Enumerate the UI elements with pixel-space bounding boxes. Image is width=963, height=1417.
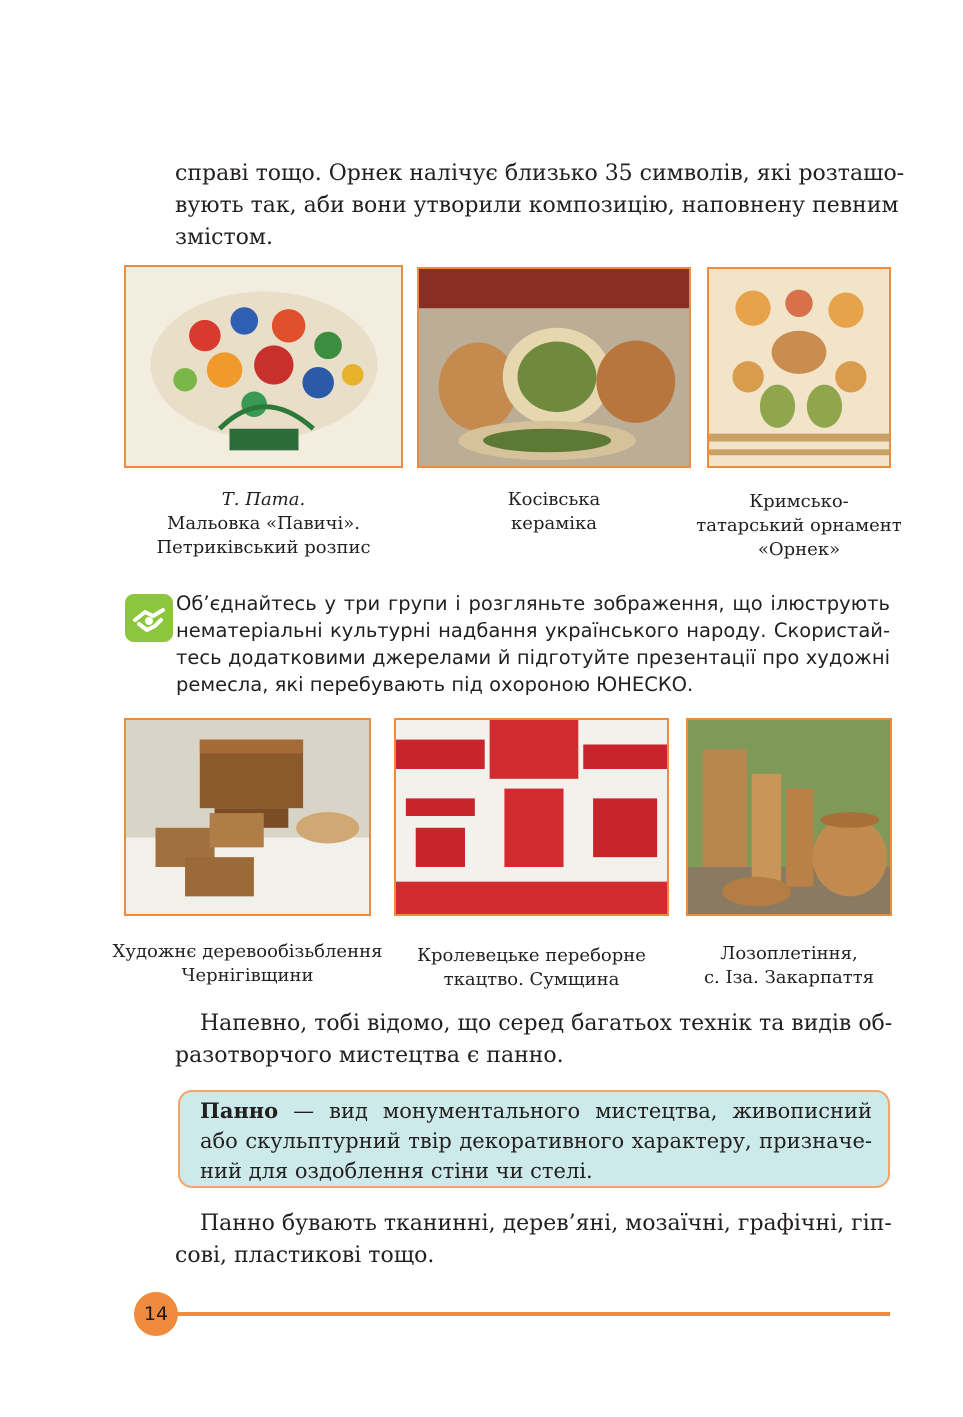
caption-line: Кролевецьке переборне <box>417 945 646 966</box>
photo-crimean-tatar-ornament <box>707 267 891 468</box>
caption-line: Мальовка «Павичі». <box>166 513 361 534</box>
photo-petrykivka-painting <box>124 265 403 468</box>
text-line <box>200 1096 872 1126</box>
handshake-icon <box>125 594 173 642</box>
definition-text <box>200 1096 872 1186</box>
caption-kosiv <box>417 488 691 536</box>
caption-line: кераміка <box>511 513 597 534</box>
text-line: Панно бувають тканинні, дерев’яні, мозаїчні, графічні, гіп- <box>200 1211 892 1236</box>
text-line: вують так, аби вони утворили композицію, наповнену певним <box>175 193 899 218</box>
text-line: або скульптурний твір декоративного характеру, призначе- <box>200 1129 872 1153</box>
photo-wood-carving <box>124 718 371 916</box>
paragraph-panno-intro <box>175 1008 893 1072</box>
text-line: ремесла, які перебувають під охороною ЮНЕСКО. <box>176 673 694 696</box>
caption-line: татарський орнамент <box>696 515 902 536</box>
caption-line: Петриківський розпис <box>156 537 371 558</box>
caption-line: Художнє деревообізьблення <box>112 941 383 962</box>
text-line: Об’єднайтесь у три групи і розгляньте зображення, що ілюструють <box>176 592 890 615</box>
caption-krolevets <box>394 944 669 992</box>
photo-krolevets-weaving <box>394 718 669 916</box>
paragraph-panno-types <box>175 1208 890 1272</box>
caption-line: Косівська <box>507 489 601 510</box>
photo-wicker-weaving <box>686 718 892 916</box>
footer-line <box>150 1312 890 1316</box>
definition-rest: — вид монументального мистецтва, живописний <box>278 1099 872 1123</box>
text-line: змістом. <box>175 225 273 250</box>
task-text <box>176 590 890 698</box>
caption-ornek <box>690 490 908 562</box>
photo-kosiv-ceramics <box>417 267 691 468</box>
caption-line: Т. Пата. <box>221 489 306 510</box>
definition-term: Панно <box>200 1098 279 1123</box>
caption-line: с. Іза. Закарпаття <box>703 967 875 988</box>
text-line: Напевно, тобі відомо, що серед багатьох технік та видів об- <box>200 1011 893 1036</box>
text-line: разотворчого мистецтва є панно. <box>175 1043 564 1068</box>
text-line: нематеріальні культурні надбання українського народу. Скористай- <box>176 619 890 642</box>
text-line: ний для оздоблення стіни чи стелі. <box>200 1159 593 1183</box>
caption-line: Чернігівщини <box>181 965 314 986</box>
intro-paragraph <box>175 158 905 254</box>
caption-line: Лозоплетіння, <box>720 943 858 964</box>
text-line: сові, пластикові тощо. <box>175 1243 435 1268</box>
page-number: 14 <box>134 1292 178 1336</box>
caption-wood-carving <box>105 940 390 988</box>
caption-wicker <box>686 942 892 990</box>
caption-petrykivka <box>124 488 403 560</box>
caption-line: Кримсько- <box>749 491 849 512</box>
text-line: справі тощо. Орнек налічує близько 35 символів, які розташо- <box>175 161 905 186</box>
caption-line: «Орнек» <box>757 539 841 560</box>
caption-line: ткацтво. Сумщина <box>443 969 620 990</box>
text-line: тесь додатковими джерелами й підготуйте презентації про художні <box>176 646 890 669</box>
